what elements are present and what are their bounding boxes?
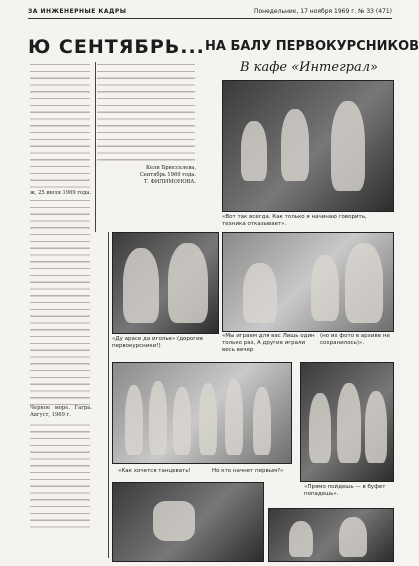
left-place-line: Черное море. Гагра. Август, 1969 г.: [30, 405, 92, 418]
column-divider: [95, 62, 96, 232]
left-date-line: ж, 25 июля 1969 года.: [30, 190, 92, 196]
photo-6: [112, 482, 264, 562]
byline-date: Сентябрь 1969 года.: [139, 171, 196, 178]
caption-4a: «Как хочется танцевать!: [118, 468, 191, 474]
middle-text-column: [97, 62, 195, 162]
caption-4b: Но кто начнет первым?»: [212, 468, 284, 474]
right-subheadline: В кафе «Интеграл»: [240, 60, 378, 75]
caption-3b: (но их фото в архиве не сохранилось)».: [320, 333, 390, 346]
byline: [120, 165, 196, 185]
photo-7: [268, 508, 394, 562]
caption-1: «Вот так всегда. Как только я начинаю говорить, техника отказывает».: [222, 214, 367, 227]
photo-1: [222, 80, 394, 212]
left-text-column: [30, 62, 90, 532]
caption-2: «Ду арасе да иголье» (дорогие первокурсники!): [112, 336, 204, 349]
left-headline: Ю СЕНТЯБРЬ...: [28, 36, 205, 58]
column-divider: [108, 232, 109, 558]
caption-3a: «Мы играем для вас Лишь один только раз, А другие играли весь вечер: [222, 333, 315, 353]
issue-info: Понедельник, 17 ноября 1969 г. № 33 (471): [253, 8, 392, 15]
byline-author: Т. ФИЛИМОНОВА.: [143, 178, 196, 185]
byline-name: Келн Брюсселева,: [145, 165, 196, 171]
photo-3: [222, 232, 394, 332]
masthead: [28, 6, 392, 19]
photo-5: [300, 362, 394, 482]
paper-name: ЗА ИНЖЕНЕРНЫЕ КАДРЫ: [28, 8, 127, 15]
photo-4: [112, 362, 292, 464]
right-headline: НА БАЛУ ПЕРВОКУРСНИКОВ: [205, 39, 419, 54]
caption-5: «Прямо пойдешь — в буфет попадешь».: [304, 484, 386, 497]
photo-2: [112, 232, 219, 334]
